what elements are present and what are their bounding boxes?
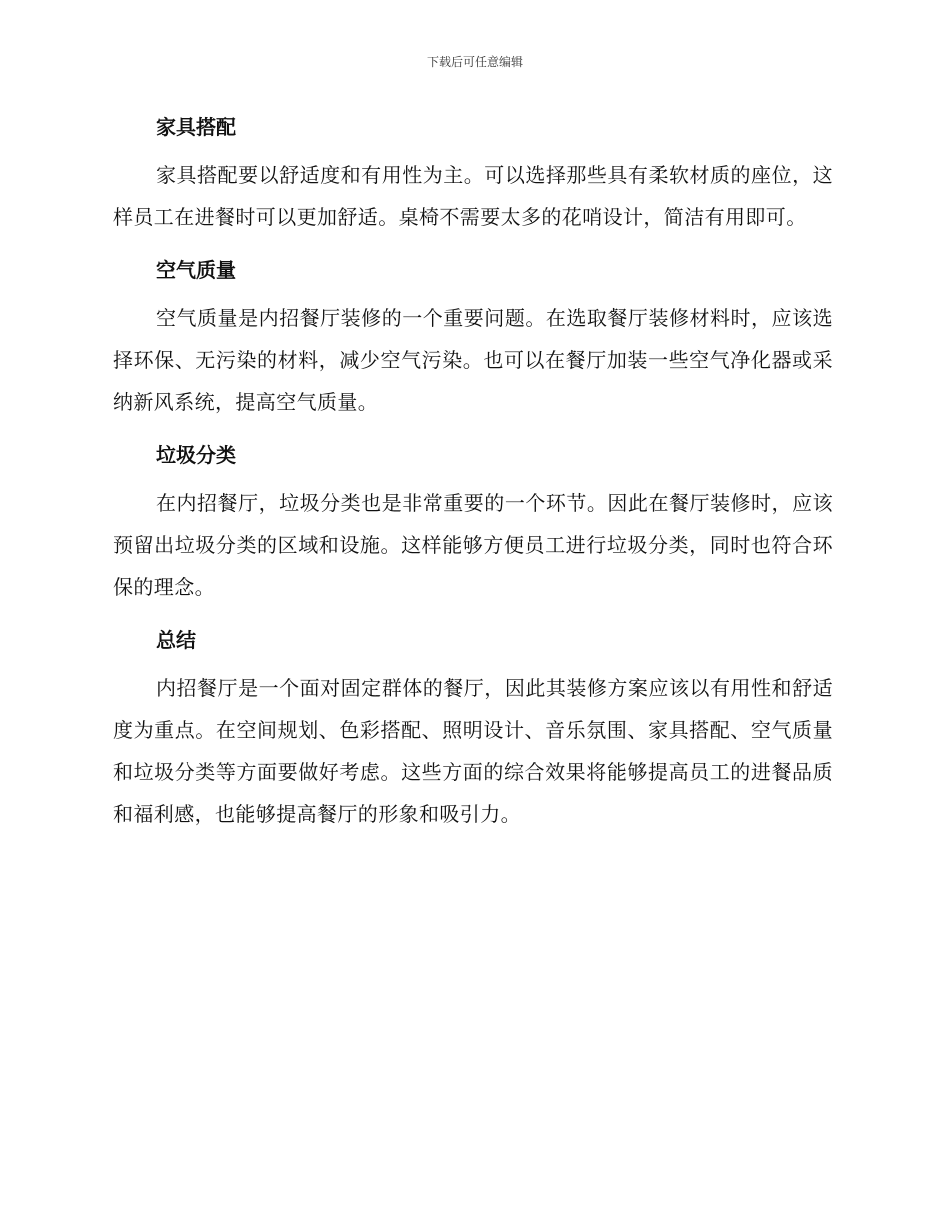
section-title: 家具搭配 — [156, 115, 236, 139]
section-paragraph: 家具搭配要以舒适度和有用性为主。可以选择那些具有柔软材质的座位，这样员工在进餐时可以更加舒适。桌椅不需要太多的花哨设计，简洁有用即可。 — [113, 163, 833, 229]
section-title: 垃圾分类 — [156, 443, 236, 467]
document-body — [113, 110, 833, 835]
section-furniture — [113, 110, 833, 238]
section-paragraph: 在内招餐厅，垃圾分类也是非常重要的一个环节。因此在餐厅装修时，应该预留出垃圾分类的区域和设施。这样能够方便员工进行垃圾分类，同时也符合环保的理念。 — [113, 491, 833, 599]
section-summary — [113, 623, 833, 835]
section-title: 空气质量 — [156, 258, 236, 282]
page-header-note: 下载后可任意编辑 — [426, 55, 523, 69]
section-paragraph: 空气质量是内招餐厅装修的一个重要问题。在选取餐厅装修材料时，应该选择环保、无污染的材料，减少空气污染。也可以在餐厅加装一些空气净化器或采纳新风系统，提高空气质量。 — [113, 306, 833, 414]
section-paragraph: 内招餐厅是一个面对固定群体的餐厅，因此其装修方案应该以有用性和舒适度为重点。在空间规划、色彩搭配、照明设计、音乐氛围、家具搭配、空气质量和垃圾分类等方面要做好考虑。这些方面的综合效果将能够提高员工的进餐品质和福利感，也能够提高餐厅的形象和吸引力。 — [113, 676, 833, 826]
section-title: 总结 — [156, 628, 196, 652]
section-waste-sorting — [113, 438, 833, 608]
section-air-quality — [113, 253, 833, 423]
